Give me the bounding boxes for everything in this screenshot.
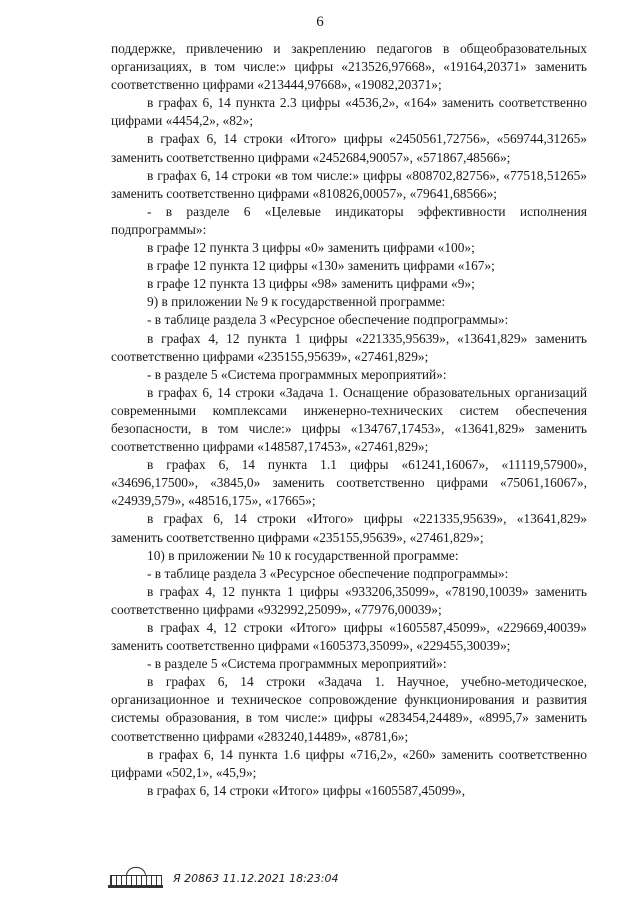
paragraph: в графах 6, 14 пункта 1.6 цифры «716,2», «260» заменить соответственно цифрами «502,1», «45,9»; [111, 746, 587, 780]
paragraph: в графах 6, 14 строки «Задача 1. Научное, учебно-методическое, организационное и техническое сопровождение функционирования и развития системы образования, в том числе:» цифры «283454,24489», «8995,7» заменить соответственно цифрами «283240,14489», «8781,6»; [111, 674, 587, 744]
paragraph: поддержке, привлечению и закреплению педагогов в общеобразовательных организациях, в том числе:» цифры «213526,97668», «19164,20371» заменить соответственно цифрами «213444,97668», «19082,20371»; [111, 41, 587, 93]
paragraph: - в разделе 5 «Система программных мероприятий»: [147, 656, 447, 672]
paragraph: в графах 4, 12 строки «Итого» цифры «1605587,45099», «229669,40039» заменить соответственно цифрами «1605373,35099», «229455,30039»; [111, 620, 587, 654]
paragraph: 10) в приложении № 10 к государственной программе: [147, 547, 459, 563]
paragraph: в графах 6, 14 строки «Итого» цифры «2450561,72756», «569744,31265» заменить соответственно цифрами «2452684,90057», «571867,48566»; [111, 131, 587, 165]
page-number: 6 [316, 14, 324, 30]
paragraph: в графах 6, 14 пункта 2.3 цифры «4536,2», «164» заменить соответственно цифрами «4454,2», «82»; [111, 95, 587, 129]
paragraph: в графах 6, 14 строки «Задача 1. Оснащение образовательных организаций современными комплексами инженерно-технических систем обеспечения безопасности, в том числе:» цифры «134767,17453», «13641,829» заменить соответственно цифрами «148587,17453», «27461,829»; [111, 384, 587, 455]
paragraph: в графах 6, 14 строки «в том числе:» цифры «808702,82756», «77518,51265» заменить соответственно цифрами «810826,00057», «79641,68566»; [111, 167, 587, 201]
paragraph: 9) в приложении № 9 к государственной программе: [147, 294, 446, 310]
paragraph: в графах 6, 14 пункта 1.1 цифры «61241,16067», «11119,57900», «34696,17500», «3845,0» заменить соответственно цифрами «75061,16067», «24939,579», «48516,175», «17665»; [111, 457, 587, 509]
paragraph: - в таблице раздела 3 «Ресурсное обеспечение подпрограммы»: [147, 312, 509, 328]
footer [108, 866, 339, 890]
paragraph: в графах 4, 12 пункта 1 цифры «933206,35099», «78190,10039» заменить соответственно цифрами «932992,25099», «77976,00039»; [111, 583, 587, 617]
paragraph: в графах 6, 14 строки «Итого» цифры «221335,95639», «13641,829» заменить соответственно цифрами «235155,95639», «27461,829»; [111, 511, 587, 545]
document-body [111, 40, 587, 800]
document-registration-stamp: Я 20863 11.12.2021 18:23:04 [173, 871, 339, 885]
paragraph: - в разделе 5 «Система программных мероприятий»: [147, 366, 447, 382]
paragraph: - в таблице раздела 3 «Ресурсное обеспечение подпрограммы»: [147, 565, 509, 581]
paragraph: в графах 4, 12 пункта 1 цифры «221335,95639», «13641,829» заменить соответственно цифрами «235155,95639», «27461,829»; [111, 330, 587, 364]
paragraph: в графе 12 пункта 3 цифры «0» заменить цифрами «100»; [147, 240, 475, 256]
paragraph: в графе 12 пункта 12 цифры «130» заменить цифрами «167»; [147, 258, 495, 274]
paragraph: в графе 12 пункта 13 цифры «98» заменить цифрами «9»; [147, 276, 475, 292]
government-building-emblem-icon [108, 867, 163, 889]
paragraph: - в разделе 6 «Целевые индикаторы эффективности исполнения подпрограммы»: [111, 203, 587, 237]
paragraph: в графах 6, 14 строки «Итого» цифры «1605587,45099», [147, 782, 466, 798]
